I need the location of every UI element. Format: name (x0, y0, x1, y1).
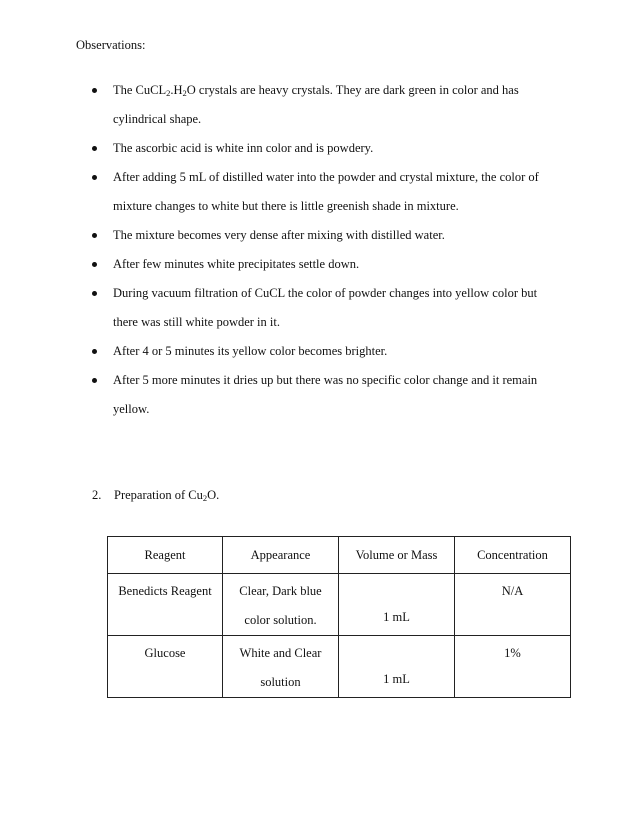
cell-appearance (223, 574, 339, 636)
bullet-icon (92, 378, 97, 383)
volume-value: 1 mL (383, 610, 410, 624)
text-run: The CuCL (113, 83, 167, 97)
header-volume: Volume or Mass (339, 537, 455, 574)
bullet-icon (92, 262, 97, 267)
observations-list (92, 76, 562, 424)
text-run: The mixture becomes very dense after mixing with distilled water. (113, 228, 445, 242)
observation-text (113, 141, 373, 155)
cell-reagent: Glucose (108, 636, 223, 698)
cell-appearance (223, 636, 339, 698)
list-item (92, 337, 562, 366)
list-item (92, 134, 562, 163)
text-run: The ascorbic acid is white inn color and is powdery. (113, 141, 374, 155)
table-row (108, 636, 571, 698)
observations-heading: Observations: (76, 38, 146, 52)
bullet-icon (92, 233, 97, 238)
list-item (92, 250, 562, 279)
appearance-line-2: solution (260, 675, 301, 689)
observation-text (113, 83, 519, 126)
list-item (92, 76, 562, 134)
list-item (92, 279, 562, 337)
header-reagent: Reagent (108, 537, 223, 574)
cell-concentration: N/A (455, 574, 571, 636)
table-row (108, 574, 571, 636)
text-run: During vacuum filtration of CuCL the color of powder changes into yellow color but there was still white powder in it. (113, 286, 538, 329)
table-header-row (108, 537, 571, 574)
observation-text (113, 257, 359, 271)
observation-text (113, 170, 539, 213)
subscript: 2 (166, 88, 171, 98)
section-title-post: O. (207, 488, 220, 502)
cell-volume (339, 574, 455, 636)
cell-reagent: Benedicts Reagent (108, 574, 223, 636)
volume-value: 1 mL (383, 672, 410, 686)
section-title-sub: 2 (202, 493, 208, 503)
text-run: O crystals are heavy crystals. They are dark green in color and has cylindrical shape. (113, 83, 519, 126)
list-item (92, 163, 562, 221)
text-run: H (173, 83, 183, 97)
section-title-pre: Preparation of Cu (114, 488, 203, 502)
observation-text (113, 344, 387, 358)
text-run: After few minutes white precipitates settle down. (113, 257, 360, 271)
observation-text (113, 228, 445, 242)
header-appearance: Appearance (223, 537, 339, 574)
cell-concentration: 1% (455, 636, 571, 698)
observation-text (113, 286, 537, 329)
list-item (92, 366, 562, 424)
list-item (92, 221, 562, 250)
text-run: After 5 more minutes it dries up but there was no specific color change and it remain yellow. (113, 373, 538, 416)
header-concentration: Concentration (455, 537, 571, 574)
bullet-icon (92, 291, 97, 296)
appearance-line-1: White and Clear (239, 646, 322, 660)
cell-volume (339, 636, 455, 698)
subscript: 2 (182, 88, 187, 98)
text-run: After 4 or 5 minutes its yellow color becomes brighter. (113, 344, 388, 358)
reagent-table (107, 536, 571, 698)
section-heading (92, 488, 219, 503)
text-run: . (170, 83, 174, 97)
text-run: After adding 5 mL of distilled water into the powder and crystal mixture, the color of mixture changes to white but there is little greenish shade in mixture. (113, 170, 539, 213)
bullet-icon (92, 88, 97, 93)
bullet-icon (92, 146, 97, 151)
appearance-line-2: color solution. (244, 613, 317, 627)
observation-text (113, 373, 537, 416)
appearance-line-1: Clear, Dark blue (239, 584, 322, 598)
bullet-icon (92, 349, 97, 354)
section-number: 2. (92, 488, 102, 502)
bullet-icon (92, 175, 97, 180)
